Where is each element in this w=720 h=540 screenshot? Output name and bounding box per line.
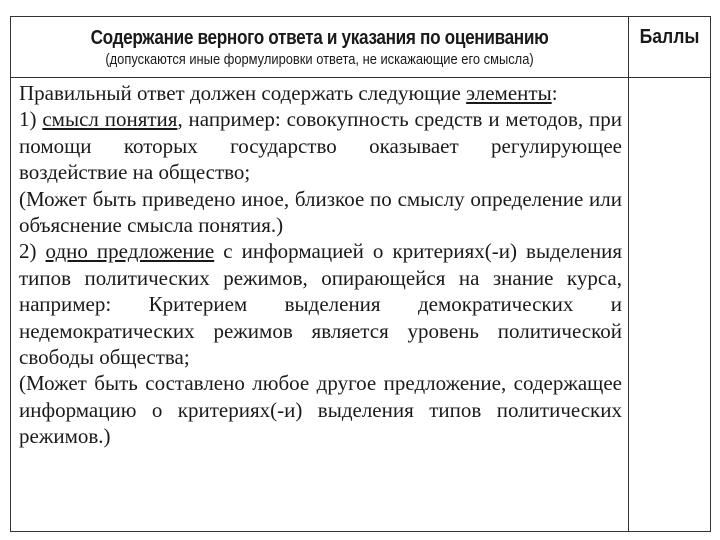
item2-number: 2): [19, 239, 46, 264]
item1-line: [19, 106, 622, 132]
intro-prefix: Правильный ответ должен содержать следующие: [19, 81, 467, 105]
grading-table: [10, 16, 711, 532]
text-line-4: воздействие на общество;: [19, 160, 251, 185]
text-line-6: объяснение смысла понятия.): [19, 213, 284, 238]
item2-underlined: одно предложение: [45, 239, 215, 264]
item1-underlined: смысл понятия: [42, 107, 178, 132]
text-line-13: информацию о критериях(-и) выделения типов политических: [19, 397, 622, 422]
text-line-5: (Может быть приведено иное, близкое по смыслу определение или: [19, 186, 622, 211]
header-content-cell: [11, 17, 629, 78]
score-column-heading: Баллы: [639, 26, 700, 48]
text-line-12: (Может быть составлено любое другое предложение, содержащее: [19, 371, 622, 396]
text-line-8: типов политических режимов, опирающейся на знание курса,: [19, 265, 622, 290]
body-row: [11, 78, 711, 532]
text-line-11: свободы общества;: [19, 345, 190, 370]
table-title: Содержание верного ответа и указания по оцениванию: [90, 27, 549, 49]
intro-line: [19, 80, 622, 106]
item2-rest: с информацией о критериях(-и) выделения: [214, 239, 622, 264]
answer-content-cell: [11, 78, 629, 532]
intro-underlined: элементы: [466, 81, 552, 105]
header-score-cell: [629, 17, 711, 78]
item2-line: [19, 238, 622, 264]
intro-suffix: :: [551, 81, 558, 105]
item1-number: 1): [19, 107, 43, 132]
text-line-10: недемократических режимов является уровень политической: [19, 318, 622, 343]
item1-rest: , например: совокупность средств и методов, при: [177, 107, 622, 132]
table-subtitle: (допускаются иные формулировки ответа, не искажающие его смысла): [105, 51, 534, 68]
score-cell: [629, 78, 711, 532]
text-line-9: например: Критерием выделения демократических и: [19, 292, 622, 317]
text-line-3: помощи которых государство оказывает регулирующее: [19, 133, 622, 158]
header-row: [11, 17, 711, 78]
text-line-14: режимов.): [19, 424, 111, 449]
